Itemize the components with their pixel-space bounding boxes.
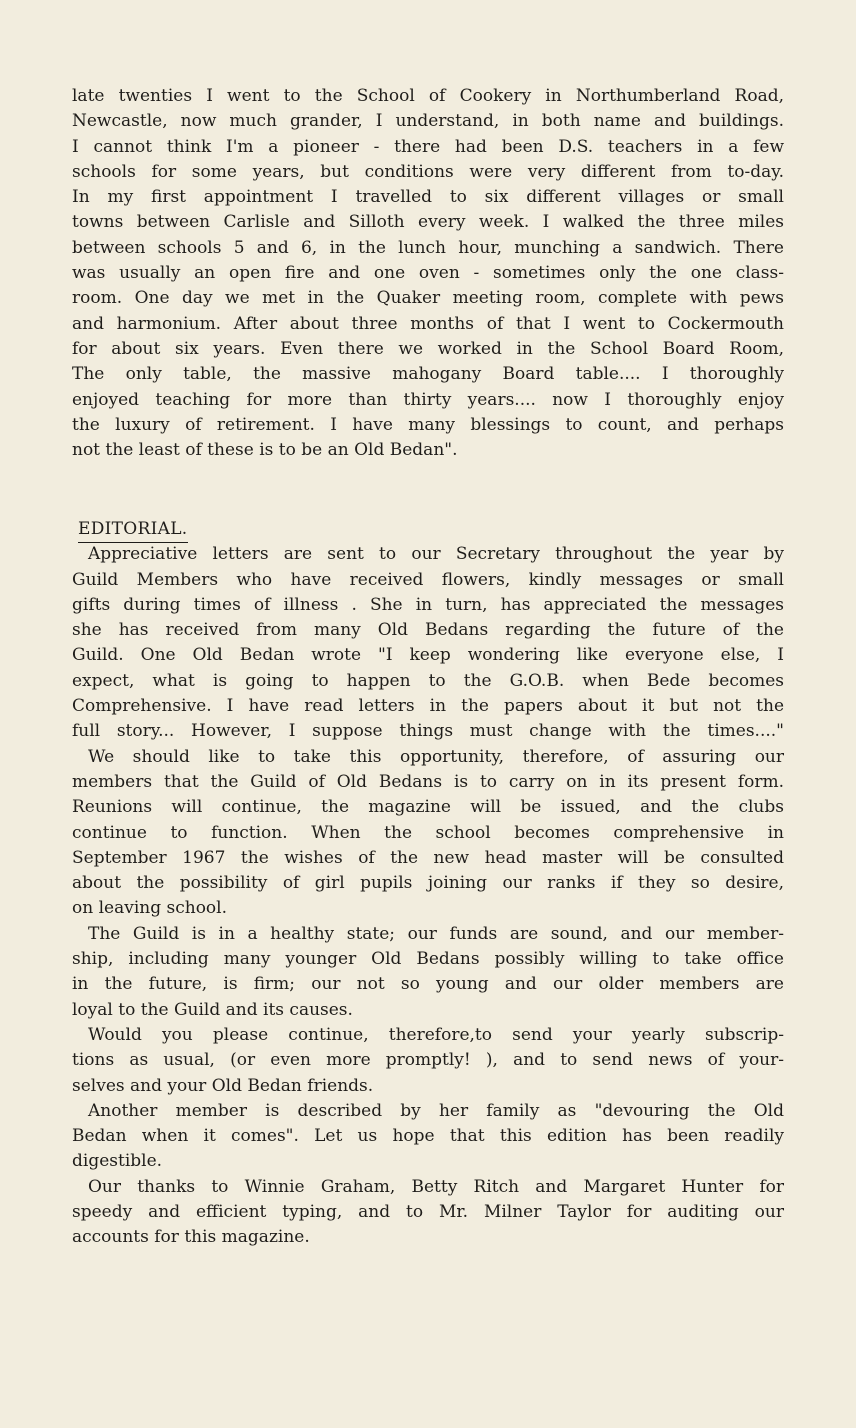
text-line: September 1967 the wishes of the new head master will be consulted [72,847,784,868]
text-line: towns between Carlisle and Silloth every week. I walked the three miles [72,212,784,233]
text-line: loyal to the Guild and its causes. [72,999,353,1020]
text-line: Comprehensive. I have read letters in the papers about it but not the [72,696,784,717]
editorial-heading: EDITORIAL. [78,517,188,543]
text-line: I cannot think I'm a pioneer - there had been D.S. teachers in a few [72,136,784,157]
text-line: selves and your Old Bedan friends. [72,1075,374,1096]
editorial-section [72,517,784,1251]
text-line: digestible. [72,1151,163,1172]
text-line: Newcastle, now much grander, I understand, in both name and buildings. [72,111,784,132]
text-line: room. One day we met in the Quaker meeting room, complete with pews [72,288,784,309]
text-line: the luxury of retirement. I have many blessings to count, and perhaps [72,414,784,435]
text-line: Guild. One Old Bedan wrote "I keep wondering like everyone else, I [72,645,784,666]
text-line: and harmonium. After about three months of that I went to Cockermouth [72,313,784,334]
text-line: not the least of these is to be an Old Bedan". [72,440,458,461]
text-line: gifts during times of illness . She in turn, has appreciated the messages [72,594,784,615]
text-line: Bedan when it comes". Let us hope that this edition has been readily [72,1126,784,1147]
text-line: ship, including many younger Old Bedans possibly willing to take office [72,949,784,970]
text-line: expect, what is going to happen to the G.O.B. when Bede becomes [72,670,784,691]
text-line: In my first appointment I travelled to six different villages or small [72,187,784,208]
text-line: about the possibility of girl pupils joining our ranks if they so desire, [72,873,784,894]
text-line: Appreciative letters are sent to our Secretary throughout the year by [88,544,784,565]
text-line: The only table, the massive mahogany Board table.... I thoroughly [72,364,784,385]
text-line: Guild Members who have received flowers, kindly messages or small [72,569,784,590]
text-line: Would you please continue, therefore,to send your yearly subscrip- [88,1024,784,1045]
text-line: speedy and efficient typing, and to Mr. Milner Taylor for auditing our [72,1202,784,1223]
text-line: schools for some years, but conditions were very different from to-day. [72,161,784,182]
text-line: was usually an open fire and one oven - sometimes only the one class- [72,263,784,284]
text-line: tions as usual, (or even more promptly! ), and to send news of your- [72,1050,784,1071]
memoir-paragraph [72,84,784,463]
text-line: Reunions will continue, the magazine will be issued, and the clubs [72,797,784,818]
text-line: enjoyed teaching for more than thirty years.... now I thoroughly enjoy [72,389,784,410]
text-line: in the future, is firm; our not so young and our older members are [72,974,784,995]
text-line: full story... However, I suppose things must change with the times...." [72,721,784,742]
text-line: accounts for this magazine. [72,1227,310,1248]
text-line: for about six years. Even there we worked in the School Board Room, [72,338,784,359]
text-line: she has received from many Old Bedans regarding the future of the [72,620,784,641]
text-line: Another member is described by her family as "devouring the Old [88,1100,784,1121]
text-line: between schools 5 and 6, in the lunch hour, munching a sandwich. There [72,237,784,258]
text-line: continue to function. When the school becomes comprehensive in [72,822,784,843]
text-line: late twenties I went to the School of Cookery in Northumberland Road, [72,86,784,106]
text-line: on leaving school. [72,898,228,919]
text-line: members that the Guild of Old Bedans is to carry on in its present form. [72,771,784,792]
text-line: Our thanks to Winnie Graham, Betty Ritch and Margaret Hunter for [88,1176,784,1197]
text-line: We should like to take this opportunity, therefore, of assuring our [88,746,784,767]
text-line: The Guild is in a healthy state; our funds are sound, and our member- [88,923,784,944]
